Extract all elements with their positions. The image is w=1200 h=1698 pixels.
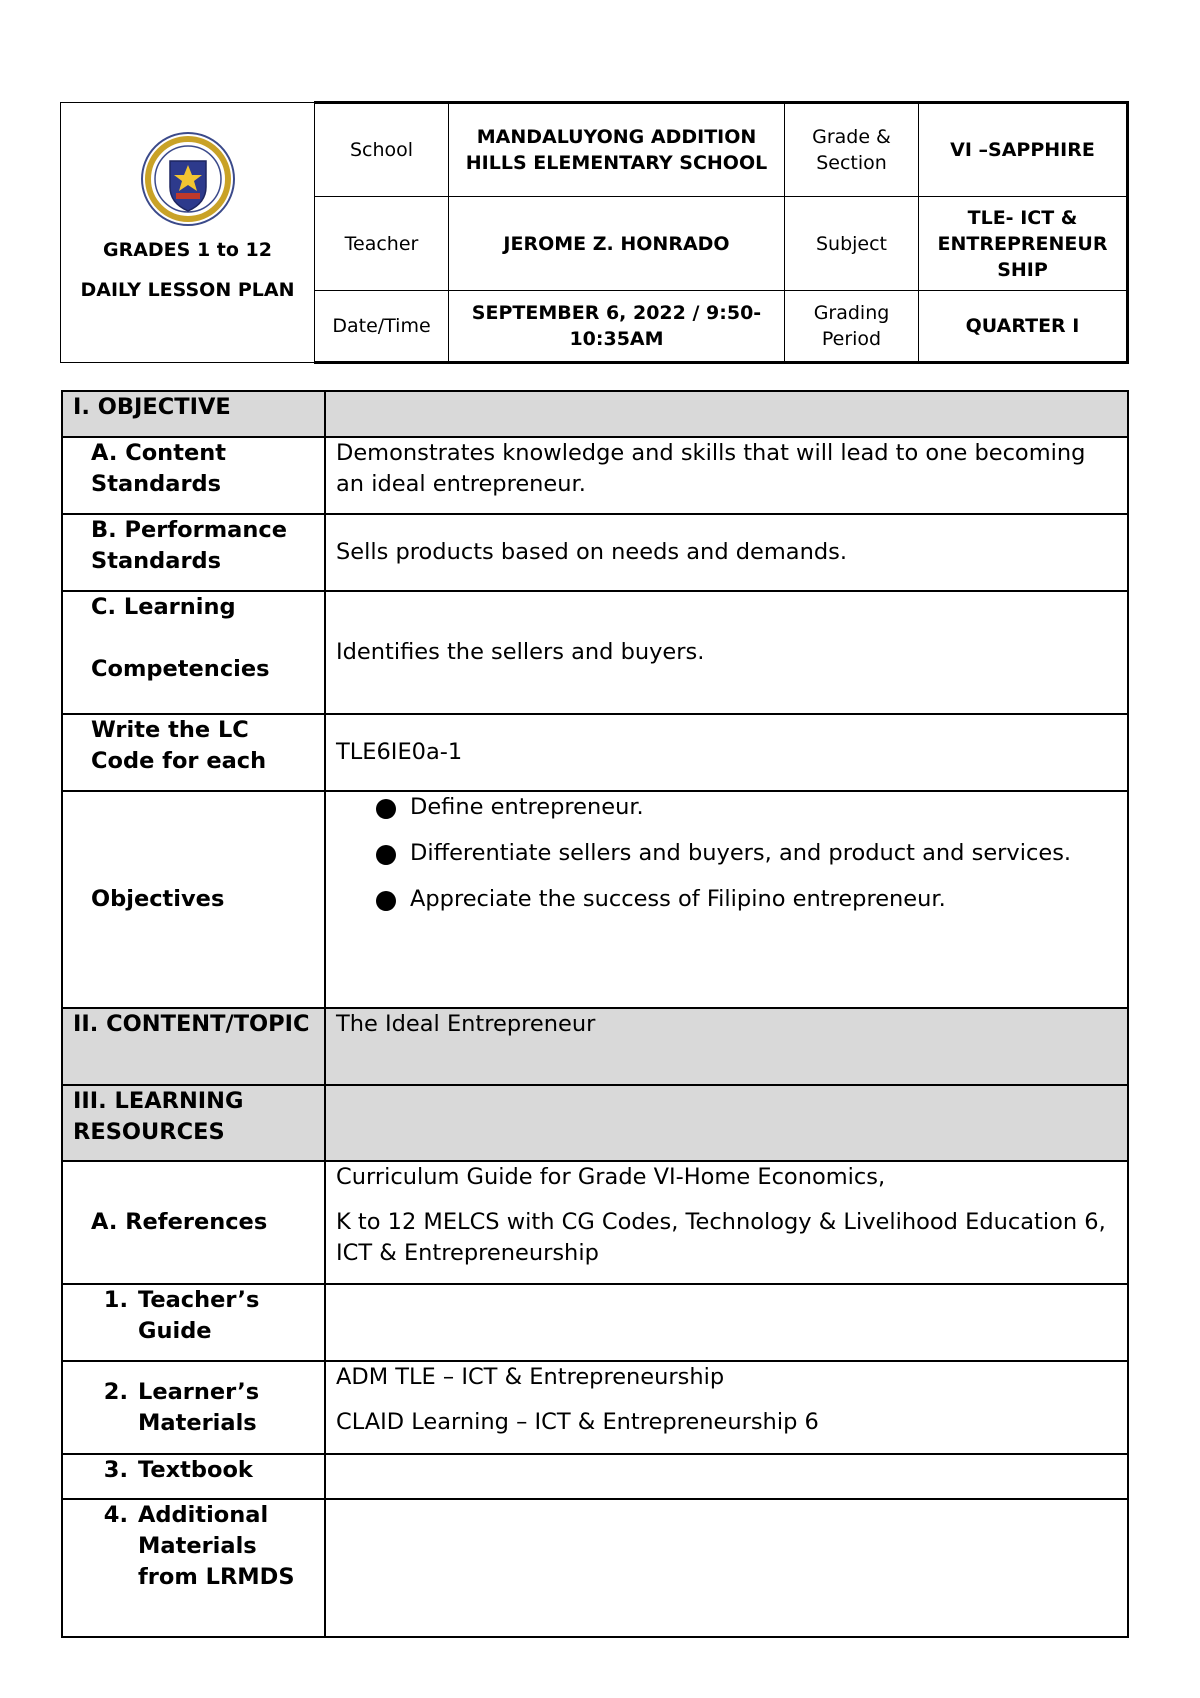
table-row	[62, 1085, 1128, 1161]
objectives-list	[336, 792, 1117, 915]
learners-material-item: ADM TLE – ICT & Entrepreneurship	[336, 1364, 725, 1390]
teacher-label: Teacher	[315, 197, 449, 291]
learners-material-item: CLAID Learning – ICT & Entrepreneurship 6	[336, 1409, 819, 1435]
reference-item: Curriculum Guide for Grade VI-Home Economics,	[336, 1164, 886, 1190]
objective-heading-value	[325, 391, 1128, 437]
subject-value: TLE- ICT & ENTREPRENEUR SHIP	[919, 197, 1128, 291]
school-value: MANDALUYONG ADDITION HILLS ELEMENTARY SCHOOL	[449, 103, 785, 197]
list-item: Differentiate sellers and buyers, and product and services.	[376, 838, 1117, 869]
lc-code-label: Write the LC Code for each	[62, 714, 325, 791]
school-label: School	[315, 103, 449, 197]
lc-code-value: TLE6IE0a-1	[325, 714, 1128, 791]
grade-section-label: Grade & Section	[785, 103, 919, 197]
objectives-label: Objectives	[62, 791, 325, 1008]
learning-resources-heading: III. LEARNING RESOURCES	[62, 1085, 325, 1161]
content-standards-label: A. Content Standards	[62, 437, 325, 514]
additional-materials-value	[325, 1499, 1128, 1637]
datetime-value: SEPTEMBER 6, 2022 / 9:50-10:35AM	[449, 291, 785, 363]
objectives-list-cell	[325, 791, 1128, 1008]
additional-materials-label: 4. Additional Materials from LRMDS	[62, 1499, 325, 1637]
grades-label: GRADES 1 to 12	[102, 239, 272, 261]
header-brand-cell	[61, 103, 315, 363]
learning-competencies-label-line1: C. Learning	[91, 594, 236, 620]
table-row	[62, 714, 1128, 791]
table-row	[62, 591, 1128, 714]
performance-standards-value: Sells products based on needs and demands.	[325, 514, 1128, 591]
lesson-plan-table	[61, 390, 1129, 1638]
deped-seal-icon	[140, 131, 236, 227]
content-standards-value: Demonstrates knowledge and skills that will lead to one becoming an ideal entrepreneur.	[325, 437, 1128, 514]
table-row	[62, 1499, 1128, 1637]
learning-competencies-label-line2: Competencies	[91, 656, 270, 682]
grading-period-value: QUARTER I	[919, 291, 1128, 363]
textbook-value	[325, 1454, 1128, 1499]
table-row	[62, 791, 1128, 1008]
teachers-guide-value	[325, 1284, 1128, 1361]
table-row	[62, 514, 1128, 591]
bullet-icon	[376, 845, 396, 865]
table-row	[62, 1284, 1128, 1361]
lesson-plan-header	[60, 101, 1129, 364]
daily-lesson-plan-label: DAILY LESSON PLAN	[80, 279, 295, 301]
grading-period-label: Grading Period	[785, 291, 919, 363]
content-topic-value: The Ideal Entrepreneur	[325, 1008, 1128, 1085]
bullet-icon	[376, 799, 396, 819]
datetime-label: Date/Time	[315, 291, 449, 363]
teacher-value: JEROME Z. HONRADO	[449, 197, 785, 291]
grade-section-value: VI –SAPPHIRE	[919, 103, 1128, 197]
table-row	[62, 1361, 1128, 1454]
table-row	[62, 391, 1128, 437]
subject-label: Subject	[785, 197, 919, 291]
learning-competencies-label	[62, 591, 325, 714]
performance-standards-label: B. Performance Standards	[62, 514, 325, 591]
table-row	[62, 1454, 1128, 1499]
table-row	[62, 1008, 1128, 1085]
objective-heading: I. OBJECTIVE	[62, 391, 325, 437]
textbook-label: 3. Textbook	[62, 1454, 325, 1499]
learners-materials-cell	[325, 1361, 1128, 1454]
list-item: Define entrepreneur.	[376, 792, 1117, 823]
learning-competencies-value: Identifies the sellers and buyers.	[325, 591, 1128, 714]
list-item: Appreciate the success of Filipino entrepreneur.	[376, 884, 1117, 915]
learning-resources-value	[325, 1085, 1128, 1161]
table-row	[62, 437, 1128, 514]
table-row	[62, 1161, 1128, 1284]
references-label: A. References	[62, 1161, 325, 1284]
learners-materials-label: 2. Learner’s Materials	[62, 1361, 325, 1454]
teachers-guide-label: 1. Teacher’s Guide	[62, 1284, 325, 1361]
bullet-icon	[376, 891, 396, 911]
reference-item: K to 12 MELCS with CG Codes, Technology & Livelihood Education 6, ICT & Entrepreneurship	[336, 1209, 1106, 1266]
references-cell	[325, 1161, 1128, 1284]
content-topic-heading: II. CONTENT/TOPIC	[62, 1008, 325, 1085]
